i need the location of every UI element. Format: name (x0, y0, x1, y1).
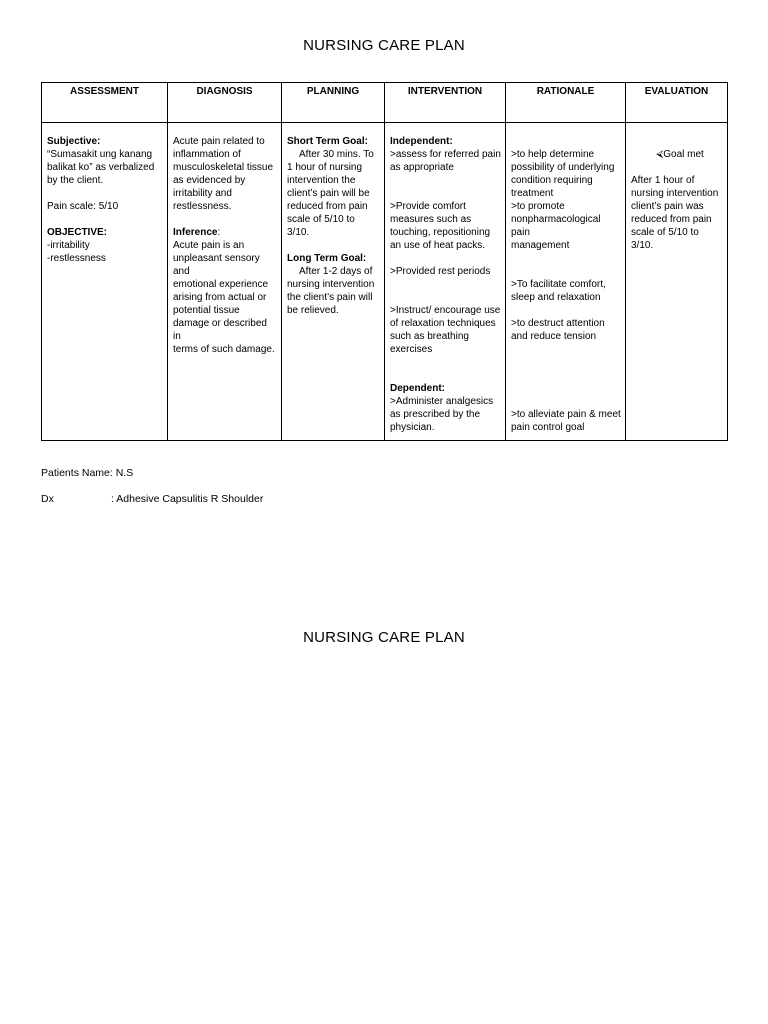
arrow-left-icon: ⮘ (656, 149, 664, 160)
rationale-cell (506, 123, 626, 441)
table-header-row (42, 83, 728, 123)
inference-text: Acute pain is an unpleasant sensory and emotional experience arising from actual or potential tissue damage or described in terms of such damage. (173, 240, 275, 355)
intervention-item: >Administer analgesics as prescribed by the physician. (390, 396, 494, 433)
subjective-text: “Sumasakit ung kanang balikat ko” as verbalized by the client. (47, 149, 155, 186)
inference-label: Inference (173, 227, 218, 238)
independent-label: Independent: (390, 136, 453, 147)
goal-met-text: Goal met (663, 149, 704, 160)
header-planning: PLANNING (282, 83, 385, 123)
intervention-item: >Provided rest periods (390, 266, 491, 277)
objective-label: OBJECTIVE: (47, 227, 108, 238)
intervention-item: >Provide comfort measures such as touching, repositioning an use of heat packs. (390, 201, 491, 251)
header-assessment: ASSESSMENT (42, 83, 168, 123)
planning-cell (282, 123, 385, 441)
dependent-label: Dependent: (390, 383, 445, 394)
short-term-goal-label: Short Term Goal: (287, 136, 368, 147)
intervention-item: >assess for referred pain as appropriate (390, 149, 501, 173)
short-term-goal-text: 1 hour of nursing intervention the client’s pain will be reduced from pain scale of 5/10 to 3/10. (287, 162, 370, 238)
short-term-goal-first-line: After 30 mins. To (299, 149, 374, 160)
rationale-item: >to alleviate pain & meet pain control goal (511, 409, 621, 433)
rationale-item: >to destruct attention and reduce tension (511, 318, 605, 342)
pain-scale: Pain scale: 5/10 (47, 201, 119, 212)
header-rationale: RATIONALE (506, 83, 626, 123)
diagnosis-row (41, 493, 263, 505)
long-term-goal-first-line: After 1-2 days of (299, 266, 373, 277)
assessment-cell (42, 123, 168, 441)
intervention-item: >Instruct/ encourage use of relaxation techniques such as breathing exercises (390, 305, 501, 355)
evaluation-cell (626, 123, 728, 441)
dx-label: Dx (41, 493, 54, 505)
rationale-item: >to promote nonpharmacological pain management (511, 201, 601, 251)
page-title: NURSING CARE PLAN (303, 37, 465, 54)
patient-name: Patients Name: N.S (41, 467, 134, 479)
page-title-repeat: NURSING CARE PLAN (303, 629, 465, 646)
evaluation-text: After 1 hour of nursing intervention client’s pain was reduced from pain scale of 5/10 to 3/10. (631, 175, 719, 251)
rationale-item: >To facilitate comfort, sleep and relaxation (511, 279, 606, 303)
subjective-label: Subjective: (47, 136, 101, 147)
header-intervention: INTERVENTION (385, 83, 506, 123)
rationale-item: >to help determine possibility of underlying condition requiring treatment (511, 149, 615, 199)
dx-value: : Adhesive Capsulitis R Shoulder (111, 493, 264, 505)
nursing-care-plan-table (41, 82, 728, 441)
inference-colon: : (217, 227, 221, 238)
header-diagnosis: DIAGNOSIS (168, 83, 282, 123)
header-evaluation: EVALUATION (626, 83, 728, 123)
objective-items: -irritability -restlessness (47, 240, 106, 264)
long-term-goal-text: nursing intervention the client’s pain will be relieved. (287, 279, 375, 316)
long-term-goal-label: Long Term Goal: (287, 253, 367, 264)
diagnosis-text: Acute pain related to inflammation of musculoskeletal tissue as evidenced by irritability and restlessness. (173, 136, 274, 212)
intervention-cell (385, 123, 506, 441)
diagnosis-cell (168, 123, 282, 441)
table-row (42, 123, 728, 441)
